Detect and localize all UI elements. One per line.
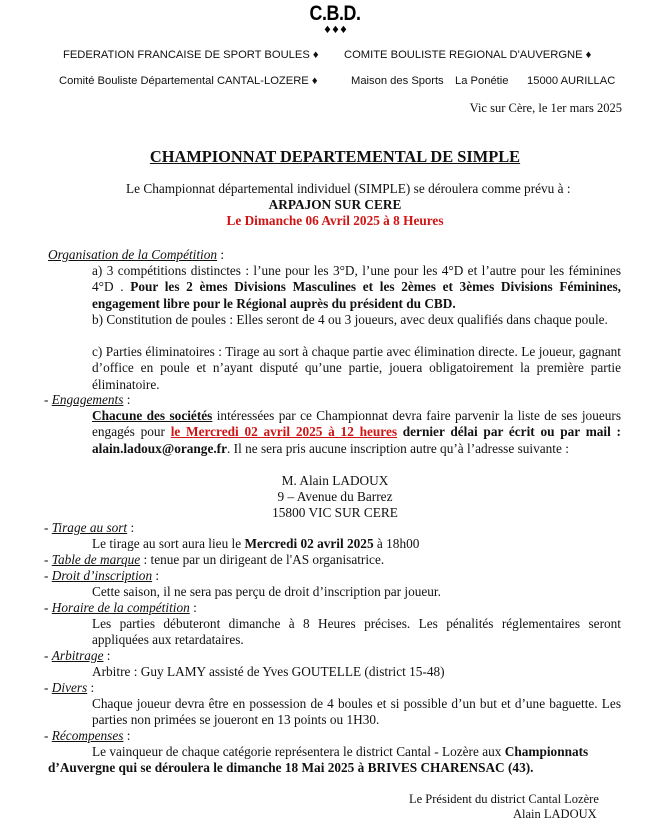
document-title: CHAMPIONNAT DEPARTEMENTAL DE SIMPLE — [149, 147, 521, 166]
letter-date: Vic sur Cère, le 1er mars 2025 — [469, 101, 622, 115]
section-horaire-heading: - Horaire de la compétition : — [44, 600, 197, 615]
engagement-email: dernier délai par écrit ou par mail : alain.ladoux@orange.fr — [92, 424, 621, 456]
section-divers-heading: - Divers : — [44, 680, 95, 695]
address-place: La Ponétie — [455, 75, 509, 87]
section-table-heading: - Table de marque : tenue par un dirigeant de l'AS organisatrice. — [44, 552, 385, 567]
regional-committee-name: COMITE BOULISTE REGIONAL D'AUVERGNE ♦ — [344, 49, 592, 61]
address-building: Maison des Sports — [351, 75, 444, 87]
recompenses-line-1: Le vainqueur de chaque catégorie représentera le district Cantal - Lozère aux Championnats — [92, 744, 589, 759]
tirage-text: Le tirage au sort aura lieu le Mercredi 02 avril 2025 à 18h00 — [92, 536, 420, 551]
address-street: 9 – Avenue du Barrez — [277, 489, 393, 504]
recompenses-line-2: d’Auvergne qui se déroulera le dimanche 18 Mai 2025 à BRIVES CHARENSAC (43). — [48, 760, 534, 775]
section-droit-heading: - Droit d’inscription : — [44, 568, 160, 583]
address-city: 15000 AURILLAC — [527, 75, 616, 87]
address-postcode-city: 15800 VIC SUR CERE — [272, 505, 398, 520]
signature-role: Le Président du district Cantal Lozère — [409, 792, 599, 806]
engagements-paragraph: Chacune des sociétés intéressées par ce Championnat devra faire parvenir la liste de ses joueurs engagés pour le Mercredi 02 avril 2025 à 12 heures dernier délai par écrit ou par mail : alain.ladoux@orange.fr. Il ne sera pris aucune inscription autre qu’à l’adresse suivante : — [92, 408, 622, 456]
departmental-committee-name: Comité Bouliste Départemental CANTAL-LOZERE ♦ — [59, 75, 318, 87]
organisation-point-a: a) 3 compétitions distinctes : l’une pour les 3°D, l’une pour les 4°D et l’autre pour les féminines 4°D . Pour les 2 èmes Divisions Masculines et les 2èmes et 3èmes Divisions Féminines, engagement libre pour le Régional auprès du président du CBD. — [92, 263, 621, 311]
diamond-icons: ♦♦♦ — [323, 25, 347, 36]
section-arbitrage-heading: - Arbitrage : — [44, 648, 111, 663]
event-datetime: Le Dimanche 06 Avril 2025 à 8 Heures — [226, 213, 444, 228]
cbd-logo: C.B.D. — [309, 2, 361, 25]
organisation-point-c: c) Parties éliminatoires : Tirage au sort à chaque partie avec élimination directe. Le joueur, gagnant d’office en poule et n’ayant disputé qu’une partie, jouera obligatoirement la première partie éliminatoire. — [92, 344, 621, 392]
divers-text: Chaque joueur devra être en possession de 4 boules et si possible d’un but et d’une baguette. Les parties non primées se joueront en 13 points ou 1H30. — [92, 696, 621, 728]
horaire-text: Les parties débuteront dimanche à 8 Heures précises. Les pénalités réglementaires seront appliquées aux retardataires. — [92, 616, 621, 648]
droit-text: Cette saison, il ne sera pas perçu de droit d’inscription par joueur. — [92, 584, 441, 599]
section-recompenses-heading: - Récompenses : — [44, 728, 131, 743]
signature-name: Alain LADOUX — [513, 807, 597, 821]
engagement-deadline: le Mercredi 02 avril 2025 à 12 heures — [170, 424, 398, 440]
address-name: M. Alain LADOUX — [281, 473, 389, 488]
arbitrage-text: Arbitre : Guy LAMY assisté de Yves GOUTELLE (district 15-48) — [92, 664, 445, 679]
section-organisation-heading: Organisation de la Compétition : — [48, 247, 225, 262]
federation-name: FEDERATION FRANCAISE DE SPORT BOULES ♦ — [63, 49, 319, 61]
section-tirage-heading: - Tirage au sort : — [44, 520, 135, 535]
organisation-point-b: b) Constitution de poules : Elles seront de 4 ou 3 joueurs, avec deux qualifiés dans chaque poule. — [92, 312, 608, 327]
event-location: ARPAJON SUR CERE — [268, 197, 402, 212]
intro-text: Le Championnat départemental individuel (SIMPLE) se déroulera comme prévu à : — [126, 181, 571, 196]
section-engagements-heading: - Engagements : — [44, 392, 131, 407]
